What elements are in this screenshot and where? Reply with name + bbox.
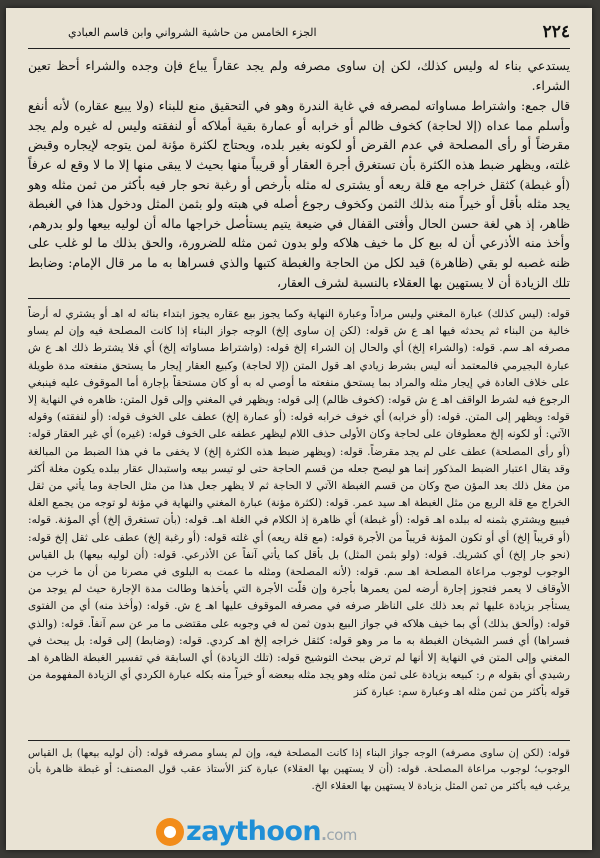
main-paragraph: يستدعي بناء له وليس كذلك، لكن إن ساوى مصرفه ولم يجد عقاراً يباع فإن وجده والشراء أحظ تعين الشراء. [28, 58, 570, 93]
watermark-dot: . [321, 826, 327, 844]
watermark-name: zaythoon [186, 816, 322, 847]
commentary-paragraph: قوله: (ليس كذلك) عبارة المغني وليس مراداً وعبارة النهاية وكما يجوز بيع عقاره يجوز ابتداء بنائه له اهـ أو يشتري له أرضاً خالية من البناء ثم يحدثه فيها اهـ ع ش قوله: (لكن إن ساوى إلخ) الوجه جواز البناء إذا كانت المصلحة فيه وإن لم يساو مصرفه اهـ سم. قوله: (والشراء إلخ) أي والحال إن الشراء إلخ قوله: (واشتراط مساواته إلخ) أي فلا يشترط ذلك اهـ ع ش عبارة البجيرمي فالمعتمد أنه ليس بشرط زيادي اهـ قول المتن (إلا لحاجة) وكبيع العقار إيجار ما يستحق منفعته مدة طويلة على خلاف العادة في إيجار مثله والمراد بما يستحق منفعته ما أوصي له به أو كان مستحقاً بإجارة أما الموقوف عليه فينبغي الرجوع فيه لشرط الواقف اهـ ع ش قوله: (كخوف ظالم) إلى قوله: ويظهر في المغني وإلى قول المتن: ظاهره في النهاية إلا قوله: ويظهر إلى المتن. قوله: (أو خرابه) أي خوف خرابه قوله: (أو عمارة إلخ) عطف على الخوف قوله: (أو لنفقته) وقوله الآتي: أو لكونه إلخ معطوفان على لحاجة وكان الأولى حذف اللام ليظهر عطفه على الخوف قوله: (غيره) أي غير العقار قوله: (أو رأى المصلحة) عطف على لم يجد مقرضاً. قوله: (ويظهر ضبط هذه الكثرة إلخ) لا يخفى ما في هذا الضبط من المبالغة وقد يقال اعتبار الضبط المذكور إنما هو ليصح جعله من قسم الحاجة حتى لو تيسر بيعه واستبدال عقار ببلده يكون مغلة أكثر من مغل ذلك بعد المؤن صح وكان من قسم الغبطة الآتي لا الحاجة ثم لا يظهر جعل هذا من مثل الحاجة وما يأتي من ثقل الخراج مع قلة الريع من مثل الغبطة اهـ سيد عمر. قوله: (لكثرة مؤنة) عبارة المغني والنهاية في مؤنة لو توجه من يجمع الغلة فيبيع ويشتري بثمنه له ببلده اهـ قوله: (أو غبطة) أي ظاهرة إذ الكلام في الغلة اهـ. قوله: (بأن تستغرق إلخ) أي المؤنة. قوله: (أو قريباً إلخ) أي أو تكون المؤنة قريباً من الأجرة قوله: (مع قلة ريعه) أي غلته قوله: (أو رغبة إلخ) عطف على ثقل إلخ قوله: (نحو جار إلخ) أي كشريك. قوله: (ولو بثمن المثل) بل بأقل كما يأتي آنفاً عن الأذرعي. قوله: (أن لوليه بيعها) بل القياس الوجوب لوجوب مراعاة المصلحة اهـ سم. قوله: (لأنه المصلحة) ومثله ما عمت به البلوى في مصرنا من أن ما خرب من الأوقاف لا يعمر فتجوز إجارة أرضه لمن يعمرها بأجرة وإن قلّت الأجرة التي يأخذها وطالت مدة الإجارة حيث لم يوجد من يستأجر بزيادة عليها ثم بعد ذلك على الناظر صرفه في مصرفه الموقوف عليها اهـ ع ش. قوله: (وأخذ منه) أي من الفتوى قوله: (وألحق بذلك) أي بما خيف هلاكه في جواز البيع بدون ثمن له في وجوبه على مقتضى ما مر عن سم آنفاً. قوله: (والذي فسراها) أي فسر الشيخان الغبطة به ما مر وهو قوله: كثقل خراجه إلخ اهـ كردي. قوله: (وضابط) إلى قوله: بل يبحث في المغني وإلى المتن في النهاية إلا أنها لم ترض ببحث التوشيح قوله: (تلك الزيادة) أي السابقة في تفسير الغبطة الظاهرة اهـ رشيدي أي بقوله م ر: كبيعه بزيادة على ثمن مثله وهو يجد مثله ببعضه أو خيراً منه بكله عبارة الكردي أي الزيادة المفهومة من قوله بأكثر من ثمن مثله اهـ وعبارة سم: عبارة كنز [28, 308, 570, 699]
book-page [6, 8, 592, 850]
header-title: الجزء الخامس من حاشية الشرواني وابن قاسم العبادي [68, 26, 317, 39]
main-text [28, 56, 570, 293]
logo-ring-icon [156, 818, 184, 846]
running-header [28, 22, 570, 49]
footnote-rule [28, 740, 570, 741]
main-paragraph: قال جمع: واشتراط مساواته لمصرفه في غاية الندرة وهو في التحقيق منع للبناء (ولا يبيع عقاره) لأنه أنفع وأسلم مما عداه (إلا لحاجة) كخوف ظالم أو خرابه أو عمارة بقية أملاكه أو لنفقته وليس له غيره ولم يجد مقرضاً أو رأى المصلحة في عدم القرض أو لكونه بغير بلده، ويحتاج لكثرة مؤنة لمن يتوجه لإيجاره وقبض غلته، ويظهر ضبط هذه الكثرة بأن تستغرق أجرة العقار أو قريباً منها بحيث لا يبقى منها إلا ما لا وقع له عرفاً (أو غبطة) كثقل خراجه مع قلة ريعه أو يشترى له مثله بأرخص أو رغبة نحو جار فيه بأكثر من ثمن مثله وهو يجد مثله بأقل أو خيراً منه بذلك الثمن وكخوف رجوع أصله في هبته ولو بثمن المثل ودخول هذا في الغبطة ظاهر، إذ هي لغة حسن الحال وأفتى القفال في ضيعة يتيم يستأصل خراجها ماله أن لوليه بيعها ولو بدرهم، وأخذ منه الأذرعي أن له بيع كل ما خيف هلاكه ولو بدون ثمن مثله للضرورة، والحق بذلك ما لو غلب على ظنه غصبه لو بقي (ظاهرة) قيد لكل من الحاجة والغبطة كتبها والذي فسراها به ما مر قال الإمام: وضابط تلك الزيادة أن لا يستهين بها العقلاء بالنسبة لشرف العقار، [28, 98, 570, 290]
watermark-text [186, 816, 357, 847]
footnote-text [28, 746, 570, 795]
watermark-tld: com [326, 826, 357, 844]
footnote-paragraph: قوله: (لكن إن ساوى مصرفه) الوجه جواز البناء إذا كانت المصلحة فيه، وإن لم يساو مصرفه قوله: (أن لوليه بيعها) بل القياس الوجوب؛ لوجوب مراعاة المصلحة. قوله: (أن لا يستهين بها العقلاء) عبارة كنز الأستاذ عقب قول المصنف: أو غبطة ظاهرة بأن يرغب فيه بأكثر من ثمن المثل بزيادة لا يستهين بها العقلاء الخ. [28, 748, 570, 792]
separator-rule [28, 298, 570, 299]
commentary-text [28, 306, 570, 702]
page-number: ٢٢٤ [542, 22, 570, 42]
watermark-logo [156, 814, 456, 850]
